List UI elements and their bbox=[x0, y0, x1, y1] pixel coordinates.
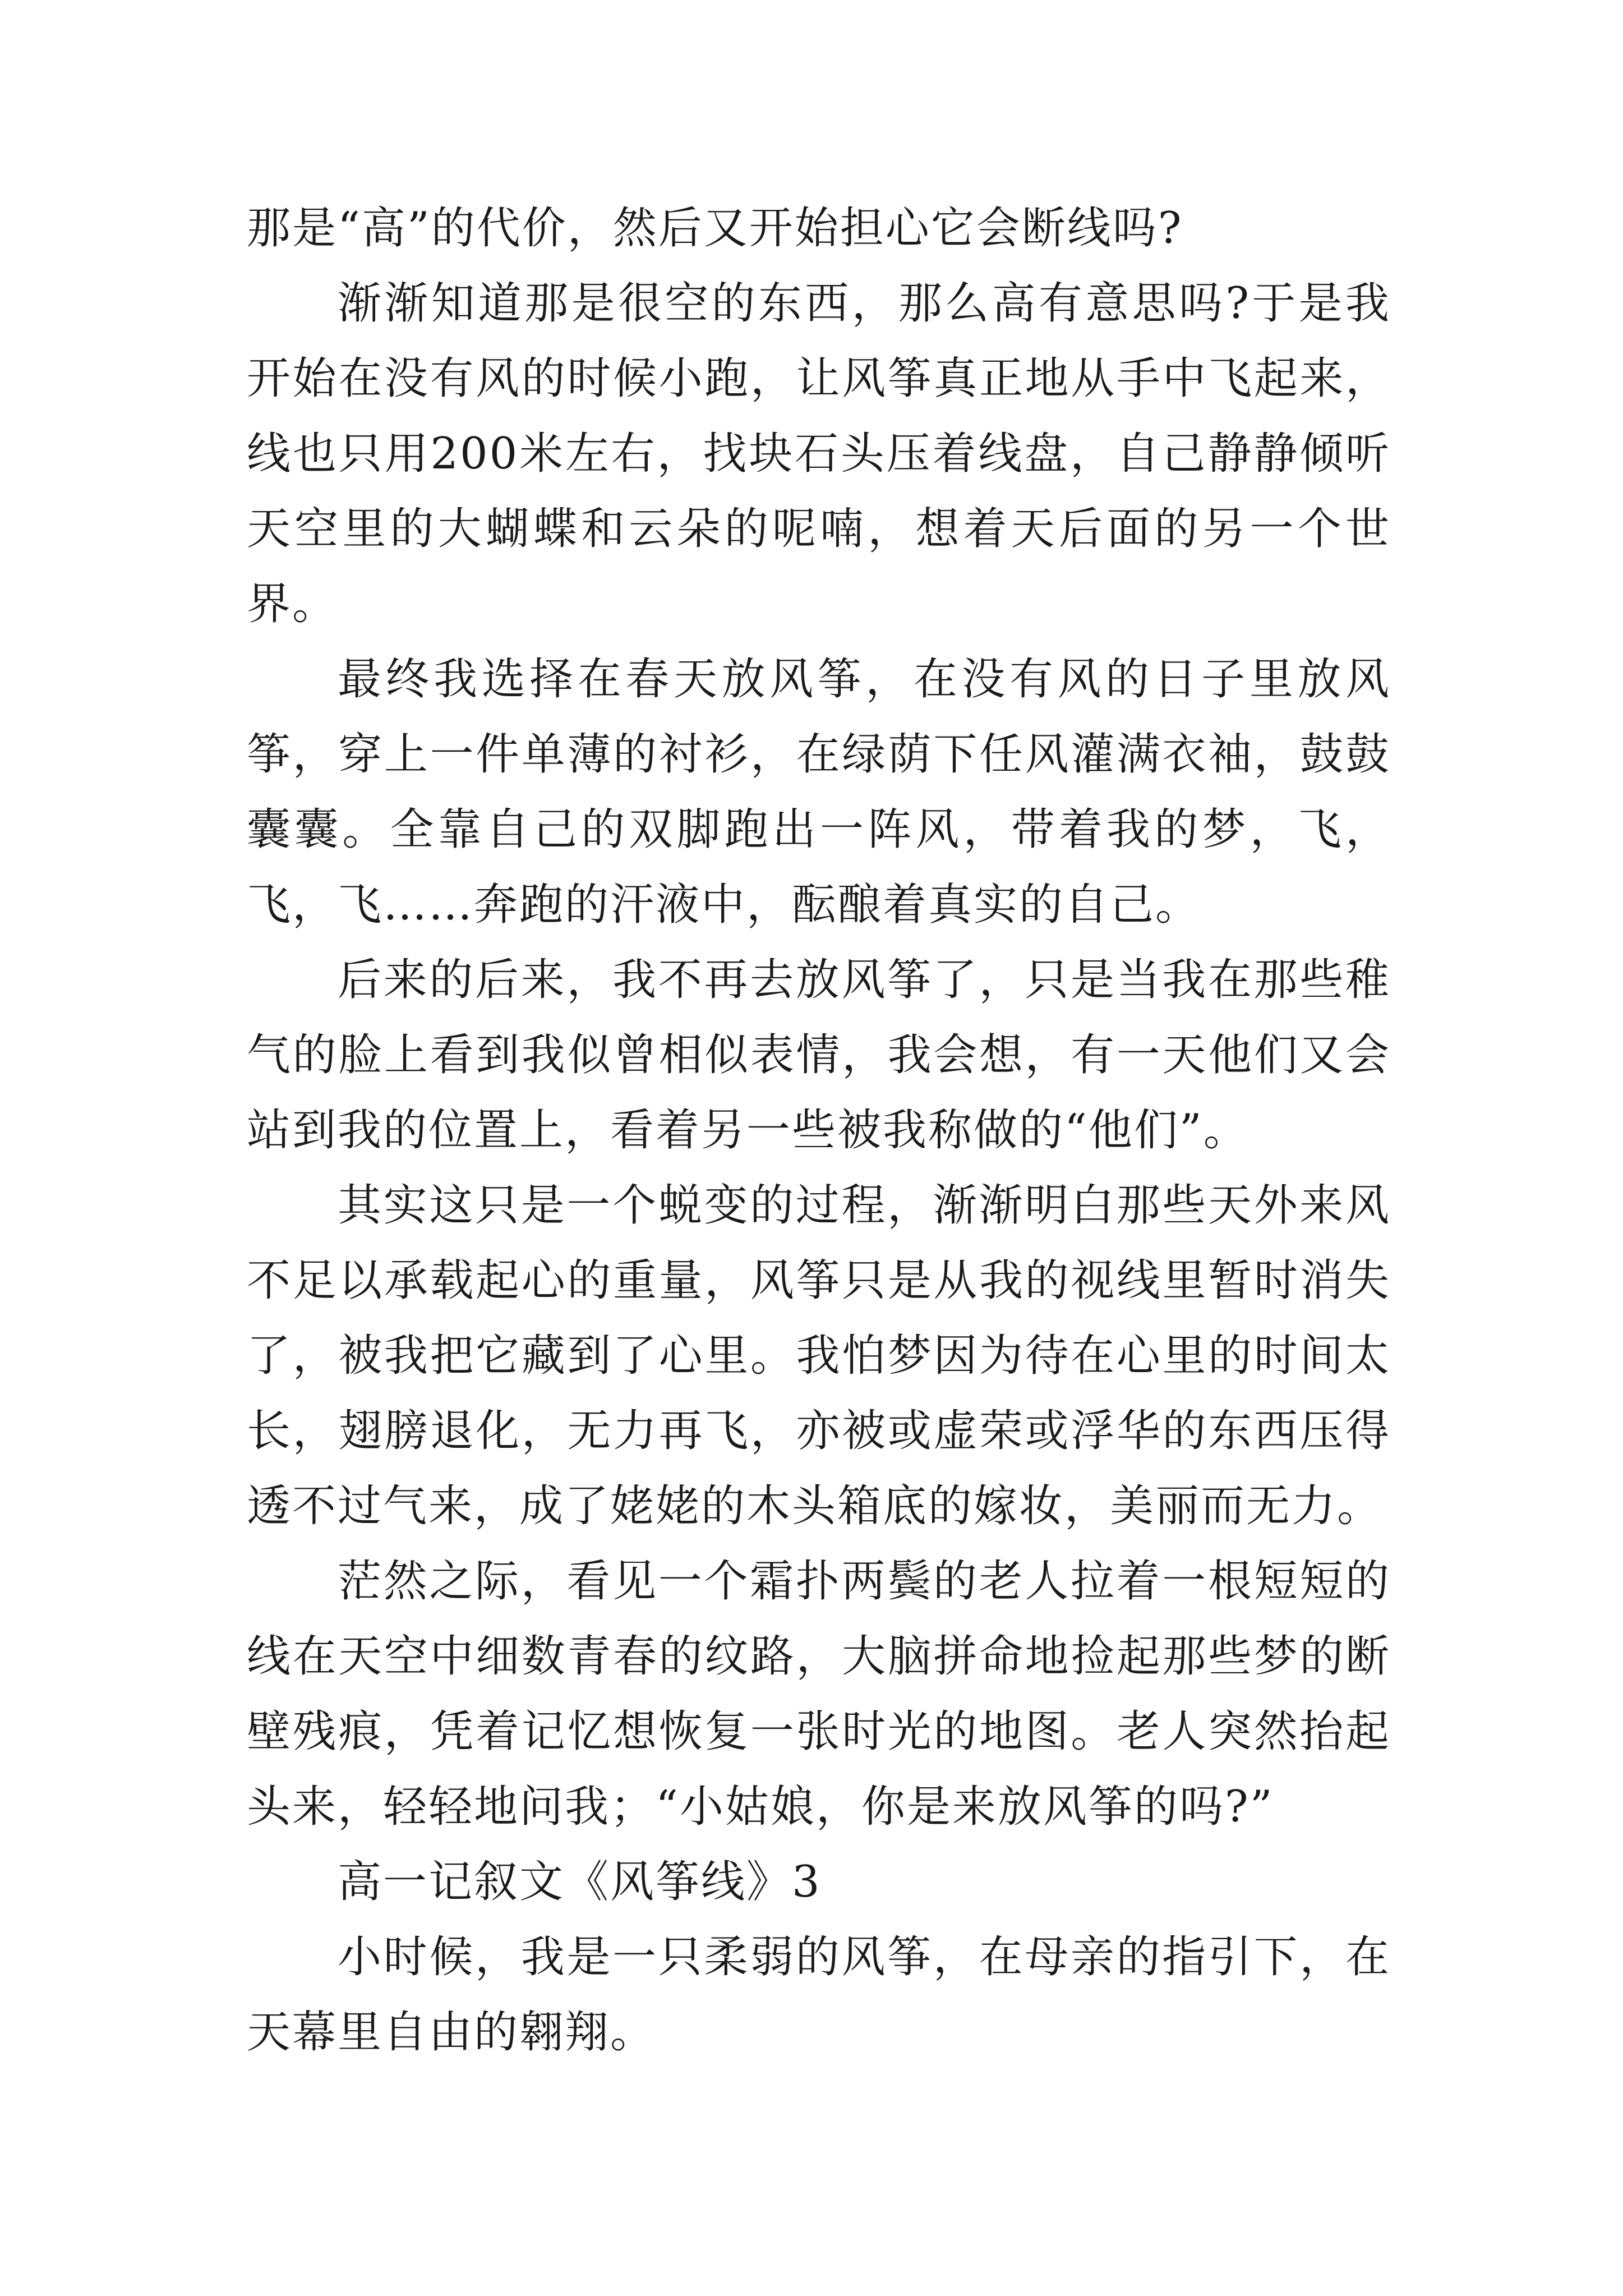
paragraph-5: 其实这只是一个蜕变的过程，渐渐明白那些天外来风不足以承载起心的重量，风筝只是从我的视线里暂时消失了，被我把它藏到了心里。我怕梦因为待在心里的时间太长，翅膀退化，无力再飞，亦被或虚荣或浮华的东西压得透不过气来，成了姥姥的木头箱底的嫁妆，美丽而无力。 bbox=[247, 1180, 1391, 1531]
paragraph-6: 茫然之际，看见一个霜扑两鬓的老人拉着一根短短的线在天空中细数青春的纹路，大脑拼命地捡起那些梦的断壁残痕，凭着记忆想恢复一张时光的地图。老人突然抬起头来，轻轻地问我；“小姑娘，你是来放风筝的吗?” bbox=[247, 1556, 1391, 1832]
document-page bbox=[247, 191, 1391, 2070]
paragraph-final: 小时候，我是一只柔弱的风筝，在母亲的指引下，在天幕里自由的翱翔。 bbox=[247, 1932, 1391, 2058]
section-heading: 高一记叙文《风筝线》3 bbox=[338, 1857, 822, 1907]
paragraph-2: 渐渐知道那是很空的东西，那么高有意思吗?于是我开始在没有风的时候小跑，让风筝真正地从手中飞起来，线也只用200米左右，找块石头压着线盘，自己静静倾听天空里的大蝴蝶和云朵的呢喃，想着天后面的另一个世界。 bbox=[247, 278, 1391, 629]
paragraph-1: 那是“高”的代价，然后又开始担心它会断线吗? bbox=[247, 203, 1183, 254]
paragraph-4: 后来的后来，我不再去放风筝了，只是当我在那些稚气的脸上看到我似曾相似表情，我会想，有一天他们又会站到我的位置上，看着另一些被我称做的“他们”。 bbox=[247, 955, 1391, 1156]
paragraph-3: 最终我选择在春天放风筝，在没有风的日子里放风筝，穿上一件单薄的衬衫，在绿荫下任风灌满衣袖，鼓鼓囊囊。全靠自己的双脚跑出一阵风，带着我的梦，飞，飞，飞……奔跑的汗液中，酝酿着真实的自己。 bbox=[247, 654, 1391, 930]
